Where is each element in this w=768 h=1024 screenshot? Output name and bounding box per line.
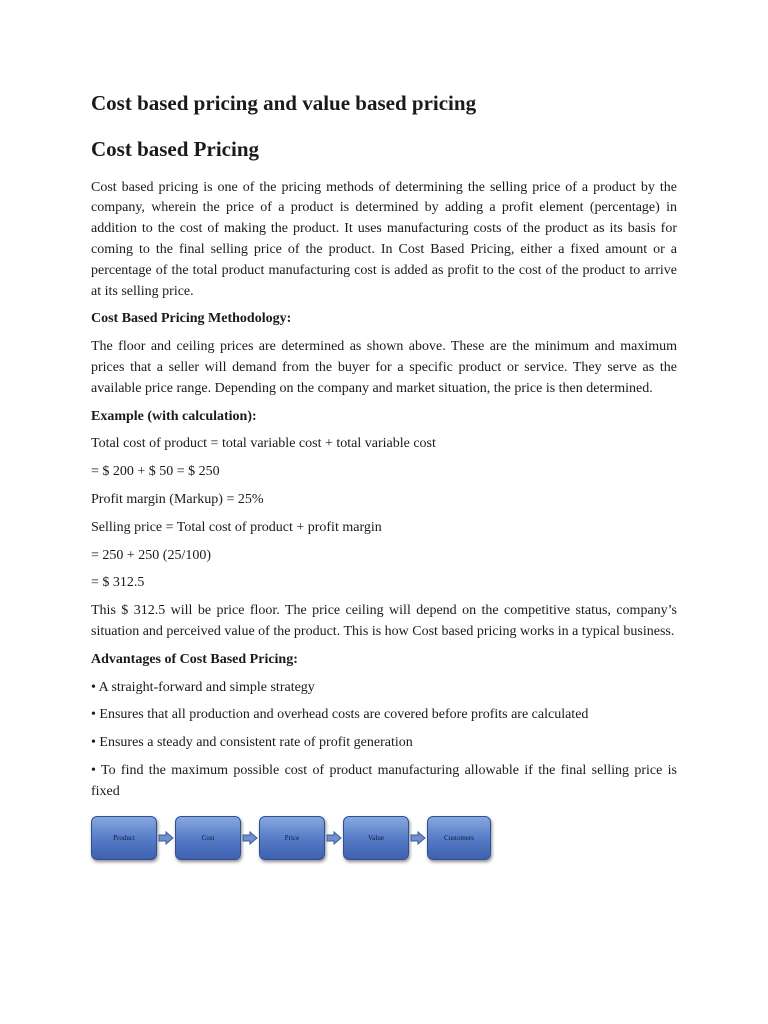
example-line: = $ 200 + $ 50 = $ 250 <box>91 464 220 480</box>
advantage-item: • A straight-forward and simple strategy <box>91 679 315 695</box>
document-title: Cost based pricing and value based pricing <box>91 91 477 115</box>
example-line: = $ 312.5 <box>91 575 145 591</box>
flow-step-price: Price <box>259 816 325 860</box>
right-arrow-icon <box>157 829 175 847</box>
document-page <box>91 90 677 860</box>
intro-paragraph: Cost based pricing is one of the pricing methods of determining the selling price of a product by the company, wherein the price of a product is determined by adding a profit element (percentage) in addition to the cost of making the product. It uses manufacturing costs of the product as its basis for coming to the final selling price of the product. In Cost Based Pricing, either a fixed amount or a percentage of the total product manufacturing cost is added as profit to the cost of the product to arrive at its selling price. <box>91 179 677 299</box>
example-heading: Example (with calculation): <box>91 408 257 424</box>
right-arrow-icon <box>409 829 427 847</box>
section-title: Cost based Pricing <box>91 137 259 162</box>
example-line: Total cost of product = total variable cost + total variable cost <box>91 436 436 452</box>
pricing-flow-diagram <box>91 816 677 860</box>
flow-step-cost: Cost <box>175 816 241 860</box>
advantages-heading: Advantages of Cost Based Pricing: <box>91 651 298 667</box>
advantage-item: • Ensures a steady and consistent rate of profit generation <box>91 735 413 751</box>
right-arrow-icon <box>241 829 259 847</box>
conclusion-paragraph: This $ 312.5 will be price floor. The price ceiling will depend on the competitive status, company’s situation and perceived value of the product. This is how Cost based pricing works in a typical business. <box>91 603 677 639</box>
example-line: Selling price = Total cost of product + profit margin <box>91 519 382 535</box>
flow-step-value: Value <box>343 816 409 860</box>
advantage-item: • To find the maximum possible cost of product manufacturing allowable if the final selling price is fixed <box>91 762 677 799</box>
flow-step-product: Product <box>91 816 157 860</box>
right-arrow-icon <box>325 829 343 847</box>
methodology-paragraph: The floor and ceiling prices are determined as shown above. These are the minimum and maximum prices that a seller will demand from the buyer for a specific product or service. They serve as the available price range. Depending on the company and market situation, the price is then determined. <box>91 339 677 396</box>
example-line: Profit margin (Markup) = 25% <box>91 491 264 507</box>
advantage-item: • Ensures that all production and overhead costs are covered before profits are calculated <box>91 707 589 723</box>
methodology-heading: Cost Based Pricing Methodology: <box>91 311 292 327</box>
example-line: = 250 + 250 (25/100) <box>91 547 212 563</box>
flow-step-customers: Customers <box>427 816 491 860</box>
